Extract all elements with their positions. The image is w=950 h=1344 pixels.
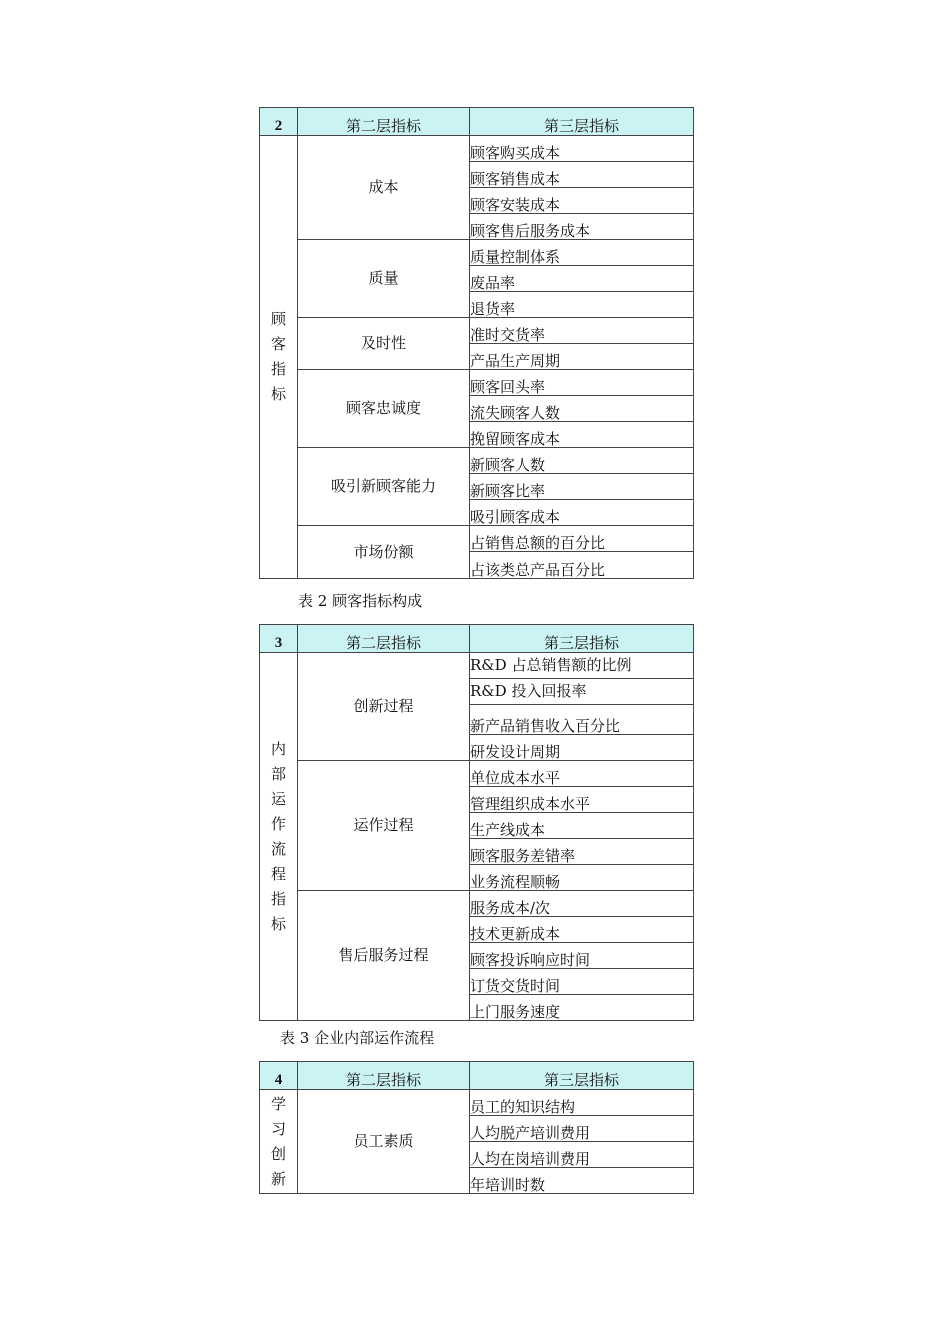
level3-cell: 退货率	[470, 292, 694, 318]
level2-cell: 成本	[298, 136, 470, 240]
level3-cell: 产品生产周期	[470, 344, 694, 370]
table-header-row	[260, 1062, 694, 1090]
level3-cell: R&D 占总销售额的比例	[470, 653, 694, 679]
table-row	[260, 240, 694, 266]
level2-cell: 售后服务过程	[298, 891, 470, 1021]
level3-cell: 订货交货时间	[470, 969, 694, 995]
category-cell	[260, 1090, 298, 1194]
header-level2: 第二层指标	[298, 1062, 470, 1090]
level2-cell: 吸引新顾客能力	[298, 448, 470, 526]
level3-cell: 业务流程顺畅	[470, 865, 694, 891]
level2-cell: 市场份额	[298, 526, 470, 579]
level3-cell: 员工的知识结构	[470, 1090, 694, 1116]
level3-cell: 吸引顾客成本	[470, 500, 694, 526]
table-number: 4	[260, 1062, 298, 1090]
level2-cell: 员工素质	[298, 1090, 470, 1194]
level3-cell: 顾客回头率	[470, 370, 694, 396]
level2-cell: 顾客忠诚度	[298, 370, 470, 448]
level3-cell: 占该类总产品百分比	[470, 552, 694, 579]
header-level3: 第三层指标	[470, 108, 694, 136]
level2-cell: 运作过程	[298, 761, 470, 891]
level3-cell: 顾客销售成本	[470, 162, 694, 188]
level3-cell: 挽留顾客成本	[470, 422, 694, 448]
header-level2: 第二层指标	[298, 108, 470, 136]
level3-cell: 单位成本水平	[470, 761, 694, 787]
header-level3: 第三层指标	[470, 625, 694, 653]
level2-cell: 创新过程	[298, 653, 470, 761]
level3-cell: 新顾客比率	[470, 474, 694, 500]
level3-cell: 废品率	[470, 266, 694, 292]
level3-cell: R&D 投入回报率	[470, 679, 694, 705]
indicator-table-2	[259, 107, 694, 579]
level3-cell: 顾客购买成本	[470, 136, 694, 162]
level3-cell: 新顾客人数	[470, 448, 694, 474]
level3-cell: 流失顾客人数	[470, 396, 694, 422]
level3-cell: 顾客投诉响应时间	[470, 943, 694, 969]
level3-cell: 人均在岗培训费用	[470, 1142, 694, 1168]
level3-cell: 人均脱产培训费用	[470, 1116, 694, 1142]
level3-cell: 顾客服务差错率	[470, 839, 694, 865]
category-cell	[260, 653, 298, 1021]
header-level3: 第三层指标	[470, 1062, 694, 1090]
table-row	[260, 526, 694, 552]
header-level2: 第二层指标	[298, 625, 470, 653]
level3-cell: 准时交货率	[470, 318, 694, 344]
level3-cell: 管理组织成本水平	[470, 787, 694, 813]
level3-cell: 质量控制体系	[470, 240, 694, 266]
table-row	[260, 891, 694, 917]
level3-cell: 占销售总额的百分比	[470, 526, 694, 552]
indicator-table-4	[259, 1061, 694, 1194]
category-cell	[260, 136, 298, 579]
table-caption-2: 表 2 顾客指标构成	[298, 592, 423, 610]
category-label: 内部运作流程指标	[270, 739, 286, 933]
level2-cell: 质量	[298, 240, 470, 318]
table-row	[260, 761, 694, 787]
table-row	[260, 136, 694, 162]
table-number: 3	[260, 625, 298, 653]
table-row	[260, 318, 694, 344]
level3-cell: 顾客安装成本	[470, 188, 694, 214]
level3-cell: 研发设计周期	[470, 735, 694, 761]
level2-cell: 及时性	[298, 318, 470, 370]
level3-cell: 年培训时数	[470, 1168, 694, 1194]
level3-cell: 顾客售后服务成本	[470, 214, 694, 240]
table-row	[260, 448, 694, 474]
level3-cell: 服务成本/次	[470, 891, 694, 917]
level3-cell: 上门服务速度	[470, 995, 694, 1021]
indicator-table-3	[259, 624, 694, 1021]
table-row	[260, 1090, 694, 1116]
level3-cell: 技术更新成本	[470, 917, 694, 943]
category-label: 顾客指标	[270, 310, 286, 403]
level3-cell: 生产线成本	[470, 813, 694, 839]
level3-cell: 新产品销售收入百分比	[470, 705, 694, 735]
category-label: 学习创新	[270, 1094, 286, 1188]
table-header-row	[260, 108, 694, 136]
table-caption-3: 表 3 企业内部运作流程	[280, 1029, 435, 1047]
table-row	[260, 370, 694, 396]
table-number: 2	[260, 108, 298, 136]
table-header-row	[260, 625, 694, 653]
table-row	[260, 653, 694, 679]
